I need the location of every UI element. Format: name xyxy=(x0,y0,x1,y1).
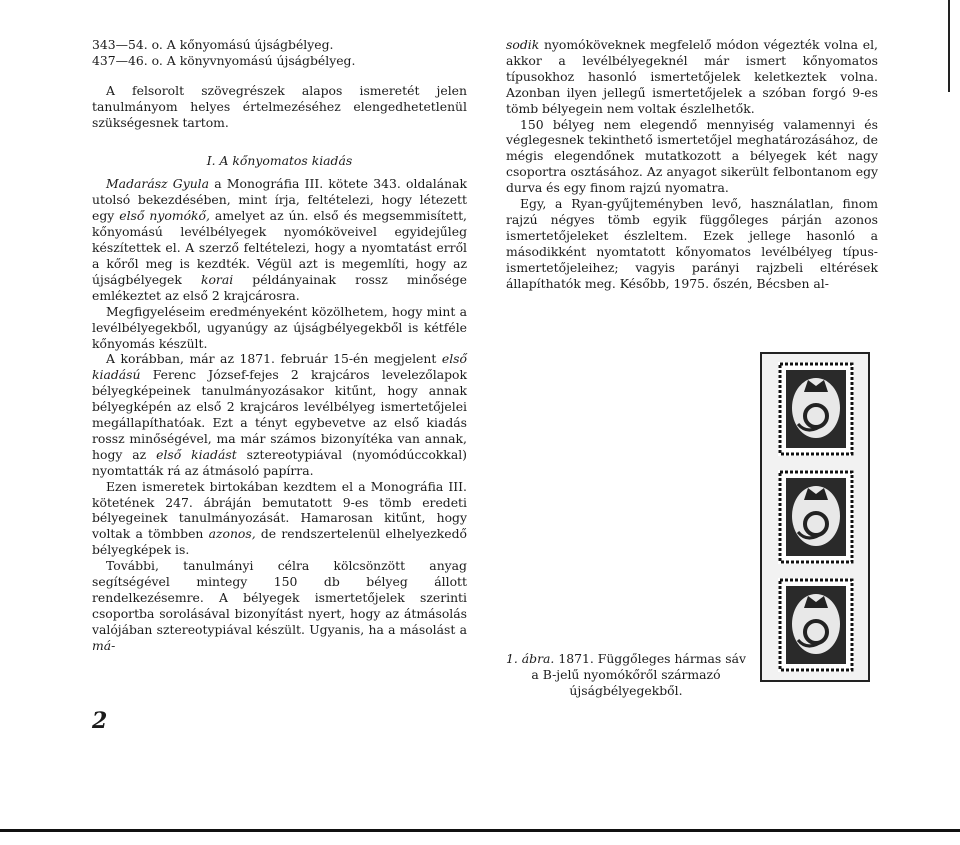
bottom-rule xyxy=(0,829,960,832)
paragraph: Egy, a Ryan-gyűjteményben levő, használatlan, finom rajzú négyes tömb egyik függőleges párján azonos ismertetőjeleket észleltem. Ezek jellege hasonló a másodikként nyomtatott kőnyomatos levélbélyeg típus-ismertetőjeleihez; vagyis parányi rajzbeli eltérések állapíthatók meg. Később, 1975. őszén, Bécsben al- xyxy=(506,196,878,291)
left-column xyxy=(92,37,467,654)
page-edge-rule xyxy=(948,0,950,92)
stamp-image xyxy=(778,362,854,456)
section-heading: I. A kőnyomatos kiadás xyxy=(206,152,353,168)
paragraph: sodik nyomóköveknek megfelelő módon végezték volna el, akkor a levélbélyegeknél már ismert kőnyomatos típusokhoz hasonló ismertetőjelek keletkeztek volna. Azonban ilyen jellegű ismertetőjelek a szóban forgó 9-es tömb bélyegein nem voltak észlelhetők. xyxy=(506,37,878,116)
stamp-image xyxy=(778,470,854,564)
ref-line-2: 437—46. o. A könyvnyomású újságbélyeg. xyxy=(92,52,356,68)
stamp-strip-figure xyxy=(760,352,870,682)
paragraph: Megfigyeléseim eredményeként közölhetem, hogy mint a levélbélyegekből, ugyanúgy az újságbélyegekből is kétféle kőnyomás készült. xyxy=(92,303,467,351)
right-column xyxy=(506,37,878,292)
ref-line-1: 343—54. o. A kőnyomású újságbélyeg. xyxy=(92,37,334,52)
paragraph: További, tanulmányi célra kölcsönzött anyag segítségével mintegy 150 db bélyeg állott rendelkezésemre. A bélyegek ismertetőjelek szerinti csoportba sorolásával bizonyítást nyert, hogy az átmásolás valójában sztereotypiával készült. Ugyanis, ha a másolást a má- xyxy=(92,558,467,653)
paragraph: 150 bélyeg nem elegendő mennyiség valamennyi és véglegesnek tekinthető ismertetőjel meghatározásához, de mégis elegendőnek mutatkozott a bélyegek két nagy csoportra osztásához. Az anyagot sikerült felbontanom egy durva és egy finom rajzú nyomatra. xyxy=(506,116,878,196)
page-number: 2 xyxy=(92,708,108,734)
paragraph: Ezen ismeretek birtokában kezdtem el a Monográfia III. kötetének 247. ábráján bemutatott 9-es tömb eredeti bélyegeinek tanulmányozását. Hamarosan kitűnt, hogy voltak a tömbben azonos, de rendszertelenül elhelyezkedő bélyegképek is. xyxy=(92,478,467,558)
paragraph: A korábban, már az 1871. február 15-én megjelent első kiadású Ferenc József-fejes 2 krajcáros levelezőlapok bélyegképeinek tanulmányozásakor kitűnt, hogy annak bélyegképén az első 2 krajcáros levélbélyeg ismertetőjelei megállapíthatóak. Ezt a tényt egybevetve az első kiadás rossz minőségével, ma már számos bizonyítéka van annak, hogy az első kiadást sztereotypiával (nyomódúccokkal) nyomtatták rá az átmásoló papírra. xyxy=(92,351,468,478)
paragraph: A felsorolt szövegrészek alapos ismeretét jelen tanulmányom helyes értelmezéséhez elengedhetetlenül szükségesnek tartom. xyxy=(92,82,467,130)
paragraph: Madarász Gyula a Monográfia III. kötete 343. oldalának utolsó bekezdésében, mint írja, feltételezi, hogy létezett egy első nyomókő, amelyet az ún. első és megsemmisített, kőnyomású levélbélyegek nyomóköveivel egyidejűleg készítettek el. A szerző feltételezi, hogy a nyomtatást erről a kőről meg is kezdték. Végül azt is megemlíti, hogy az újságbélyegek korai példányainak rossz minősége emlékeztet az első 2 krajcárosra. xyxy=(92,176,467,303)
figure-caption: 1. ábra. 1871. Függőleges hármas sáv a B-jelű nyomókőről származó újságbélyegekből. xyxy=(506,651,746,698)
stamp-image xyxy=(778,578,854,672)
